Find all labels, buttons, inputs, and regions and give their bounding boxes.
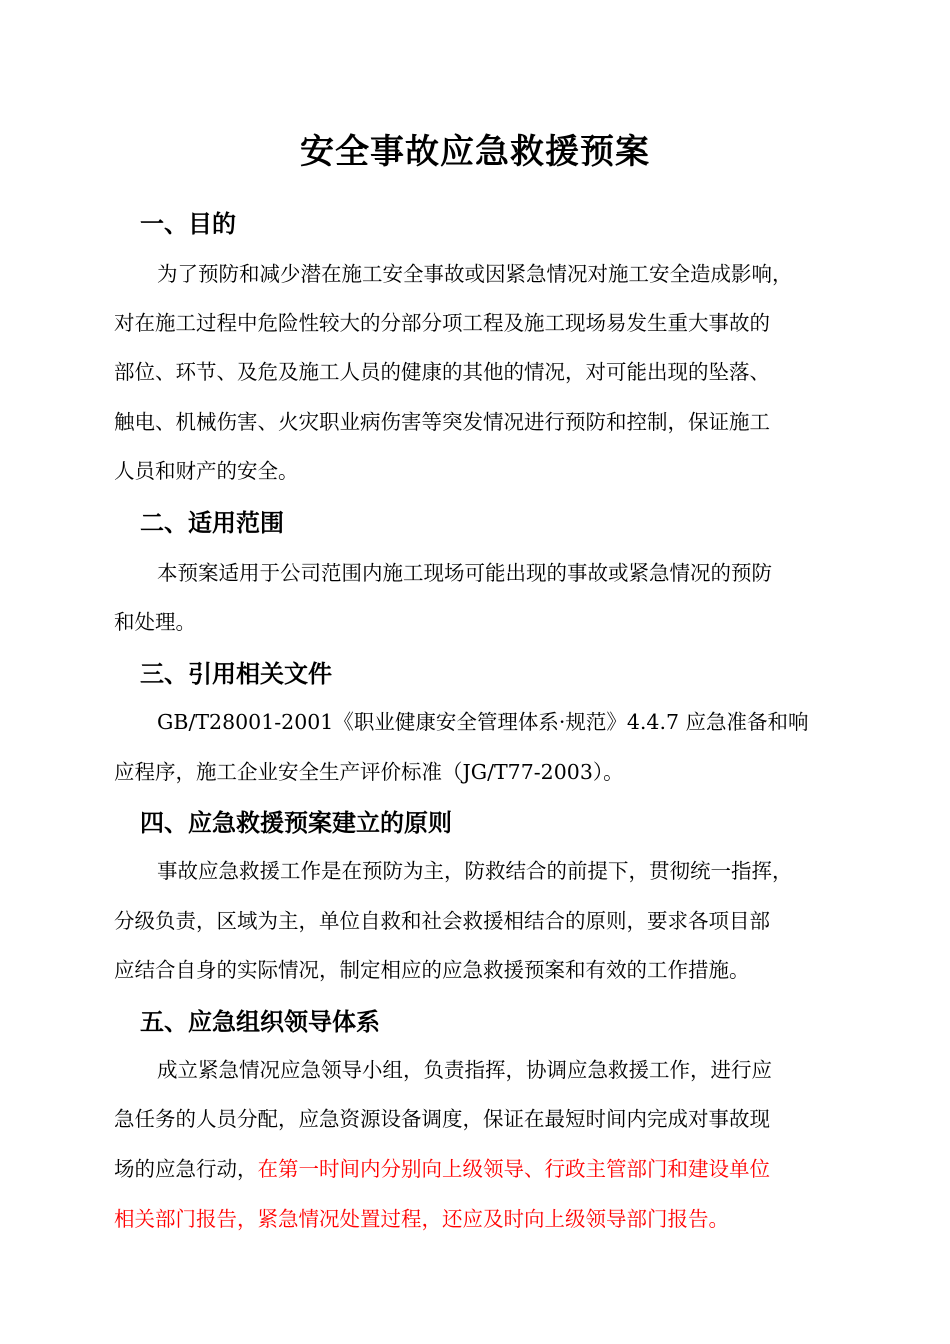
section-heading-purpose: 一、目的: [140, 210, 236, 238]
paragraph-line: 本预案适用于公司范围内施工现场可能出现的事故或紧急情况的预防: [157, 561, 772, 585]
paragraph-line: 应程序，施工企业安全生产评价标准（JG/T77-2003）。: [114, 760, 624, 784]
paragraph-line: 事故应急救援工作是在预防为主，防救结合的前提下，贯彻统一指挥，: [157, 859, 793, 883]
paragraph-text: 场的应急行动，: [114, 1157, 258, 1181]
document-title: 安全事故应急救援预案: [300, 132, 650, 172]
paragraph-line: GB/T28001-2001《职业健康安全管理体系·规范》4.4.7 应急准备和响: [157, 710, 809, 734]
paragraph-line: 急任务的人员分配，应急资源设备调度，保证在最短时间内完成对事故现: [114, 1107, 770, 1131]
paragraph-line: 为了预防和减少潜在施工安全事故或因紧急情况对施工安全造成影响，: [157, 262, 793, 286]
paragraph-line: 应结合自身的实际情况，制定相应的应急救援预案和有效的工作措施。: [114, 958, 750, 982]
section-heading-references: 三、引用相关文件: [140, 660, 332, 688]
paragraph-line: 对在施工过程中危险性较大的分部分项工程及施工现场易发生重大事故的: [114, 311, 770, 335]
paragraph-line: 分级负责，区域为主，单位自救和社会救援相结合的原则，要求各项目部: [114, 909, 770, 933]
highlighted-line: 相关部门报告，紧急情况处置过程，还应及时向上级领导部门报告。: [114, 1207, 729, 1231]
section-heading-organization: 五、应急组织领导体系: [140, 1008, 380, 1036]
paragraph-line: 部位、环节、及危及施工人员的健康的其他的情况，对可能出现的坠落、: [114, 360, 770, 384]
section-heading-scope: 二、适用范围: [140, 509, 284, 537]
paragraph-line-mixed: [114, 1153, 770, 1185]
paragraph-line: 触电、机械伤害、火灾职业病伤害等突发情况进行预防和控制，保证施工: [114, 410, 770, 434]
paragraph-line: 成立紧急情况应急领导小组，负责指挥，协调应急救援工作，进行应: [157, 1058, 772, 1082]
paragraph-line: 人员和财产的安全。: [114, 459, 299, 483]
highlighted-text: 在第一时间内分别向上级领导、行政主管部门和建设单位: [257, 1157, 770, 1181]
section-heading-principles: 四、应急救援预案建立的原则: [140, 809, 452, 837]
paragraph-line: 和处理。: [114, 610, 196, 634]
